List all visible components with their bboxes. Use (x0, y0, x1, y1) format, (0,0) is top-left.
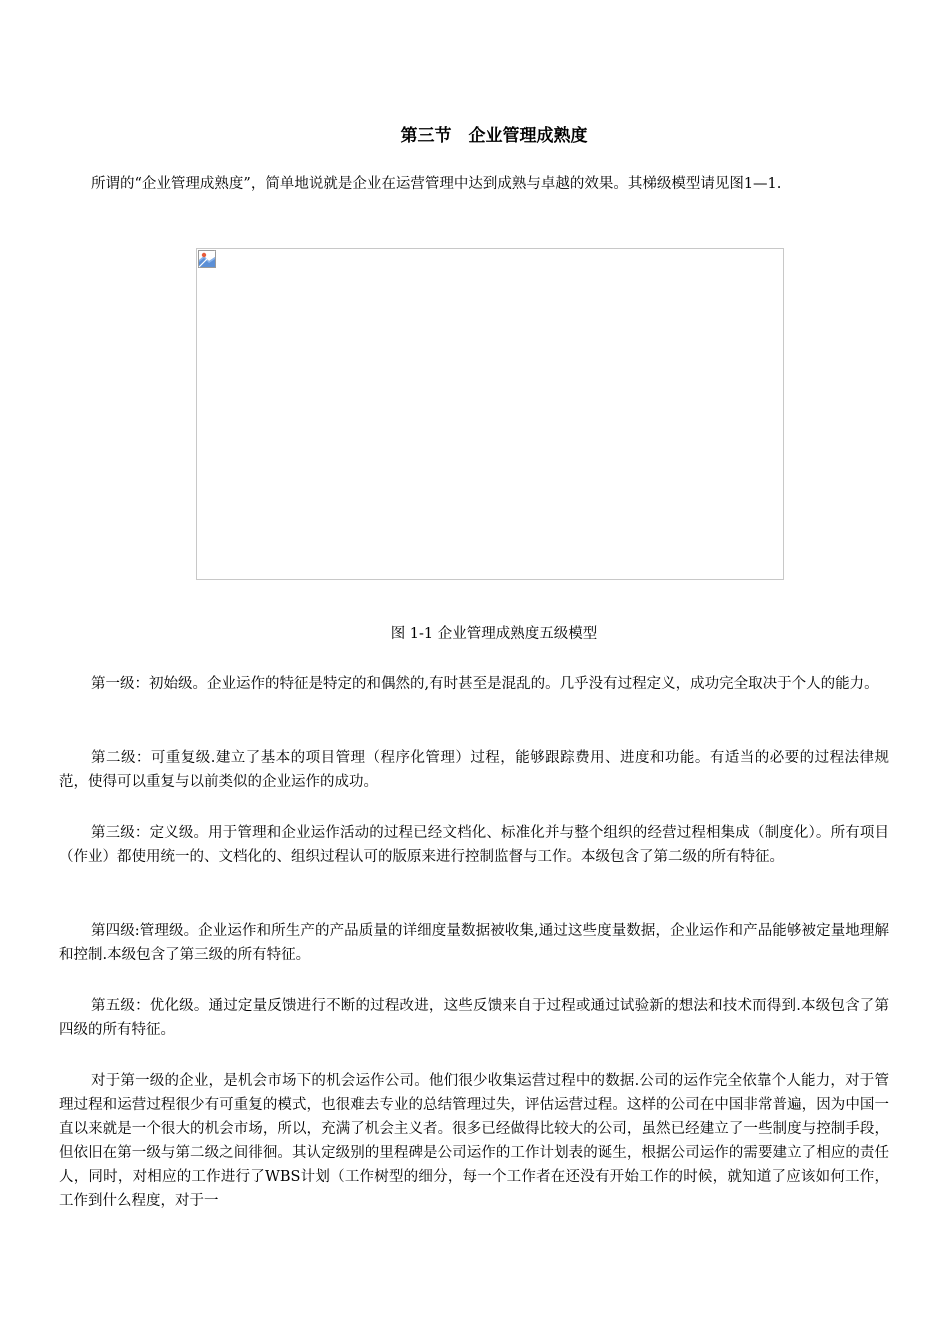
level-5-paragraph: 第五级：优化级。通过定量反馈进行不断的过程改进，这些反馈来自于过程或通过试验新的想法和技术而得到.本级包含了第四级的所有特征。 (59, 998, 889, 1038)
figure-image-placeholder (196, 248, 784, 580)
level-2-paragraph: 第二级：可重复级.建立了基本的项目管理（程序化管理）过程，能够跟踪费用、进度和功能。有适当的必要的过程法律规范，使得可以重复与以前类似的企业运作的成功。 (59, 750, 889, 790)
section-title: 第三节 企业管理成熟度 (400, 126, 588, 146)
level-1-paragraph: 第一级：初始级。企业运作的特征是特定的和偶然的,有时甚至是混乱的。几乎没有过程定义，成功完全取决于个人的能力。 (91, 676, 879, 692)
discussion-paragraph: 对于第一级的企业，是机会市场下的机会运作公司。他们很少收集运营过程中的数据.公司的运作完全依靠个人能力，对于管理过程和运营过程很少有可重复的模式，也很难去专业的总结管理过失，评估运营过程。这样的公司在中国非常普遍，因为中国一直以来就是一个很大的机会市场，所以，充满了机会主义者。很多已经做得比较大的公司，虽然已经建立了一些制度与控制手段，但依旧在第一级与第二级之间徘徊。其认定级别的里程碑是公司运作的工作计划表的诞生，根据公司运作的需要建立了相应的责任人，同时，对相应的工作进行了WBS计划（工作树型的细分，每一个工作者在还没有开始工作的时候，就知道了应该如何工作，工作到什么程度，对于一 (59, 1073, 889, 1209)
broken-image-icon (198, 250, 216, 268)
level-3-paragraph: 第三级：定义级。用于管理和企业运作活动的过程已经文档化、标准化并与整个组织的经营过程相集成（制度化）。所有项目（作业）都使用统一的、文档化的、组织过程认可的版原来进行控制监督与工作。本级包含了第二级的所有特征。 (59, 825, 889, 865)
intro-paragraph: 所谓的“企业管理成熟度”，简单地说就是企业在运营管理中达到成熟与卓越的效果。其梯级模型请见图1—1. (91, 176, 782, 192)
level-4-paragraph: 第四级:管理级。企业运作和所生产的产品质量的详细度量数据被收集,通过这些度量数据，企业运作和产品能够被定量地理解和控制.本级包含了第三级的所有特征。 (59, 923, 889, 963)
figure-caption: 图 1-1 企业管理成熟度五级模型 (390, 626, 598, 642)
